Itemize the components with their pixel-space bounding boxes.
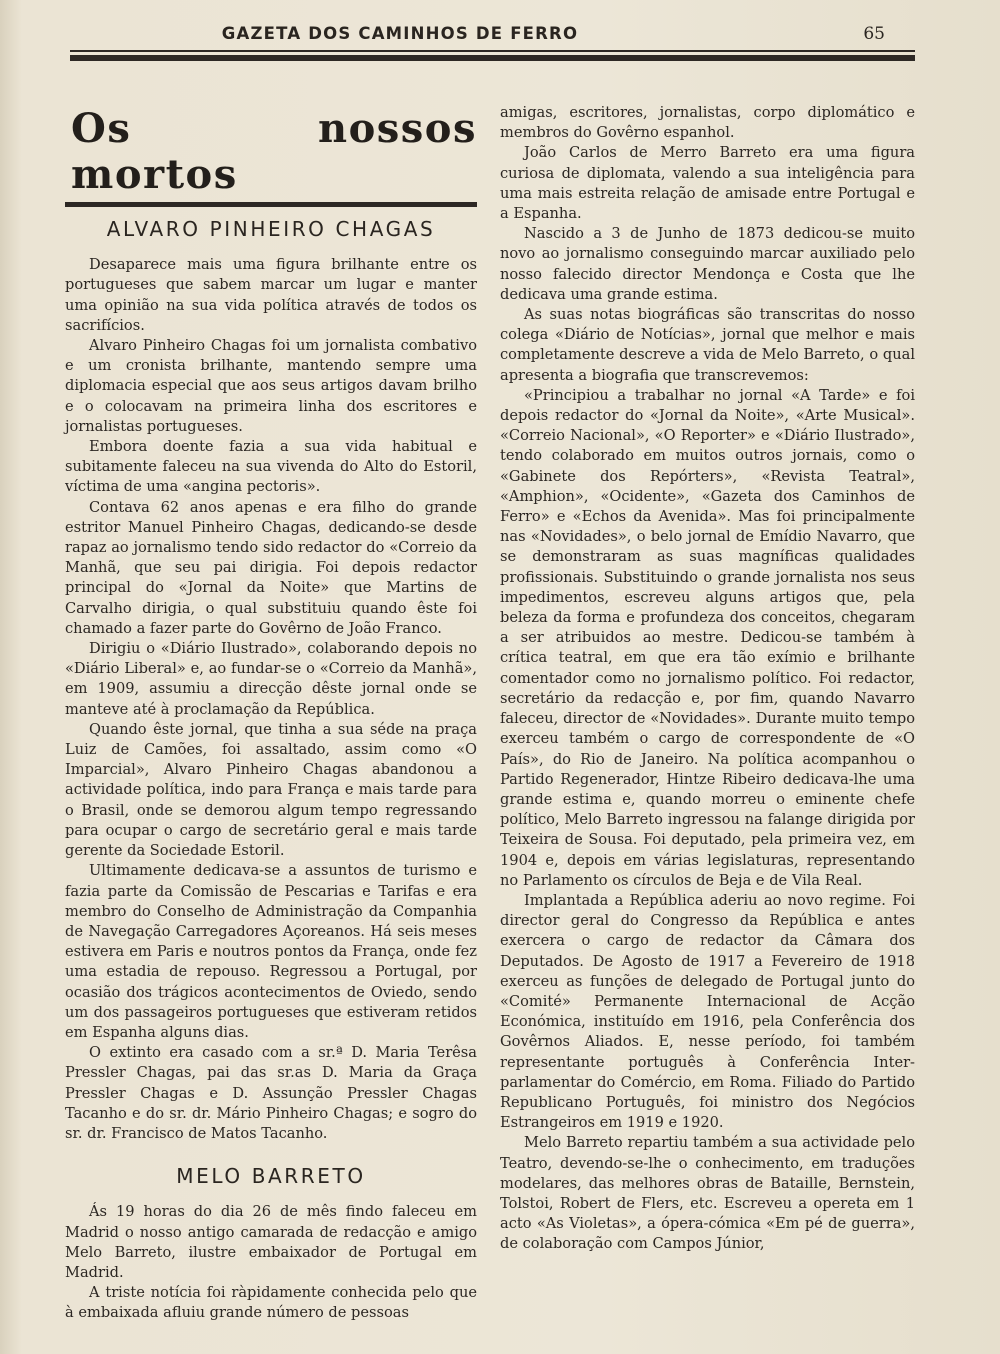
paragraph: Embora doente fazia a sua vida habitual e subitamente faleceu na sua vivenda do Alto do Estoril, víctima de uma «angina pectoris».: [65, 438, 477, 496]
paragraph: João Carlos de Merro Barreto era uma figura curiosa de diplomata, valendo a sua inteligência para uma mais estreita relação de amisade entre Portugal e a Espanha.: [500, 144, 915, 223]
header-rule-thick: [70, 55, 915, 61]
section-heading-barreto: MELO BARRETO: [176, 1164, 366, 1189]
paragraph: Ás 19 horas do dia 26 de mês findo faleceu em Madrid o nosso antigo camarada de redacção e amigo Melo Barreto, ilustre embaixador de Portugal em Madrid.: [65, 1203, 477, 1281]
paragraph: Dirigiu o «Diário Ilustrado», colaborando depois no «Diário Liberal» e, ao fundar-se o «Correio da Manhã», em 1909, assumiu a direcção dêste jornal onde se manteve até à proclamação da República.: [65, 640, 477, 718]
paragraph: Contava 62 anos apenas e era filho do grande estritor Manuel Pinheiro Chagas, dedicando-se desde rapaz ao jornalismo tendo sido redactor do «Correio da Manhã, que seu pai dirigia. Foi depois redactor principal do «Jornal da Noite» que Martins de Carvalho dirigia, o qual substituiu quando êste foi chamado a fazer parte do Govêrno de João Franco.: [65, 498, 477, 637]
paragraph: O extinto era casado com a sr.ª D. Maria Terêsa Pressler Chagas, pai das sr.as D. Maria da Graça Pressler Chagas e D. Assunção Pressler Chagas Tacanho e do sr. dr. Mário Pinheiro Chagas; e sogro do sr. dr. Francisco de Matos Tacanho.: [65, 1044, 477, 1142]
title-rule: [65, 202, 477, 207]
section-heading-chagas: ALVARO PINHEIRO CHAGAS: [106, 217, 436, 241]
publication-title: GAZETA DOS CAMINHOS DE FERRO: [221, 24, 579, 43]
left-column: [65, 100, 477, 1324]
right-column: [500, 103, 915, 1255]
page-header: [70, 22, 915, 48]
paragraph: Implantada a República aderiu ao novo regime. Foi director geral do Congresso da República e antes exercera o cargo de redactor da Câmara dos Deputados. De Agosto de 1917 a Fevereiro de 1918 exerceu as funções de delegado de Portugal junto do «Comité» Permanente Internacional de Acção Económica, instituído em 1916, pela Conferência dos Govêrnos Aliados. E, nesse período, foi também representante português à Conferência Inter-parlamentar do Comércio, em Roma. Filiado do Partido Republicano Português, foi ministro dos Negócios Estrangeiros em 1919 e 1920.: [500, 891, 915, 1132]
paragraph: Desaparece mais uma figura brilhante entre os portugueses que sabem marcar um lugar e manter uma opinião na sua vida política através de todos os sacrifícios.: [65, 256, 477, 334]
paragraph: As suas notas biográficas são transcritas do nosso colega «Diário de Notícias», jornal que melhor e mais completamente descreve a vida de Melo Barreto, o qual apresenta a biografia que transcrevemos:: [500, 306, 915, 384]
paragraph: Quando êste jornal, que tinha a sua séde na praça Luiz de Camões, foi assaltado, assim como «O Imparcial», Alvaro Pinheiro Chagas abandonou a actividade política, indo para França e mais tarde para o Brasil, onde se demorou algum tempo regressando para ocupar o cargo de secretário geral e mais tarde gerente da Sociedade Estoril.: [65, 720, 477, 860]
paragraph: Melo Barreto repartiu também a sua actividade pelo Teatro, devendo-se-lhe o conhecimento, em traduções modelares, das melhores obras de Bataille, Bernstein, Tolstoi, Robert de Flers, etc. Escreveu a opereta em 1 acto «As Violetas», a ópera-cómica «Em pé de guerra», de colaboração com Campos Júnior,: [500, 1134, 915, 1253]
header-rule: [70, 50, 915, 62]
paragraph: Nascido a 3 de Junho de 1873 dedicou-se muito novo ao jornalismo conseguindo marcar auxiliado pelo nosso falecido director Mendonça e Costa que lhe dedicava uma grande estima.: [500, 225, 915, 303]
header-rule-thin: [70, 50, 915, 52]
paragraph-continued: amigas, escritores, jornalistas, corpo diplomático e membros do Govêrno espanhol.: [500, 104, 915, 142]
paragraph: Alvaro Pinheiro Chagas foi um jornalista combativo e um cronista brilhante, mantendo sempre uma diplomacia especial que aos seus artigos davam brilho e o colocavam na primeira linha dos escritores e jornalistas portugueses.: [65, 337, 477, 435]
page-number: 65: [863, 24, 885, 44]
paragraph: «Principiou a trabalhar no jornal «A Tarde» e foi depois redactor do «Jornal da Noite», «Arte Musical». «Correio Nacional», «O Reporter» e «Diário Ilustrado», tendo colaborado em muitos outros jornais, como o «Gabinete dos Repórters», «Revista Teatral», «Amphion», «Ocidente», «Gazeta dos Caminhos de Ferro» e «Echos da Avenida». Mas foi principalmente nas «Novidades», o belo jornal de Emídio Navarro, que se demonstraram as suas magníficas qualidades profissionais. Substituindo o grande jornalista nos seus impedimentos, escreveu alguns artigos que, pela beleza da forma e profundeza dos conceitos, chegaram a ser atribuidos ao mestre. Dedicou-se também à crítica teatral, em que era tão exímio e brilhante comentador como no jornalismo político. Foi redactor, secretário da redacção e, por fim, quando Navarro faleceu, director de «Novidades». Durante muito tempo exerceu também o cargo de correspondente de «O País», do Rio de Janeiro. Na política acompanhou o Partido Regenerador, Hintze Ribeiro dedicava-lhe uma grande estima e, quando morreu o eminente chefe político, Melo Barreto ingressou na falange dirigida por Teixeira de Sousa. Foi deputado, pela primeira vez, em 1904 e, depois em várias legislaturas, representando no Parlamento os círculos de Beja e de Vila Real.: [500, 386, 915, 889]
paragraph: Ultimamente dedicava-se a assuntos de turismo e fazia parte da Comissão de Pescarias e Tarifas e era membro do Conselho de Administração da Companhia de Navegação Carregadores Açoreanos. Há seis meses estivera em Paris e noutros pontos da França, onde fez uma estadia de repouso. Regressou a Portugal, por ocasião dos trágicos acontecimentos de Oviedo, sendo um dos passageiros portugueses que estiveram retidos em Espanha alguns dias.: [65, 862, 477, 1041]
article-title: Os nossos mortos: [71, 105, 477, 198]
paragraph: A triste notícia foi ràpidamente conhecida pelo que à embaixada afluiu grande número de pessoas: [65, 1284, 477, 1322]
biography-quote: [500, 386, 915, 891]
